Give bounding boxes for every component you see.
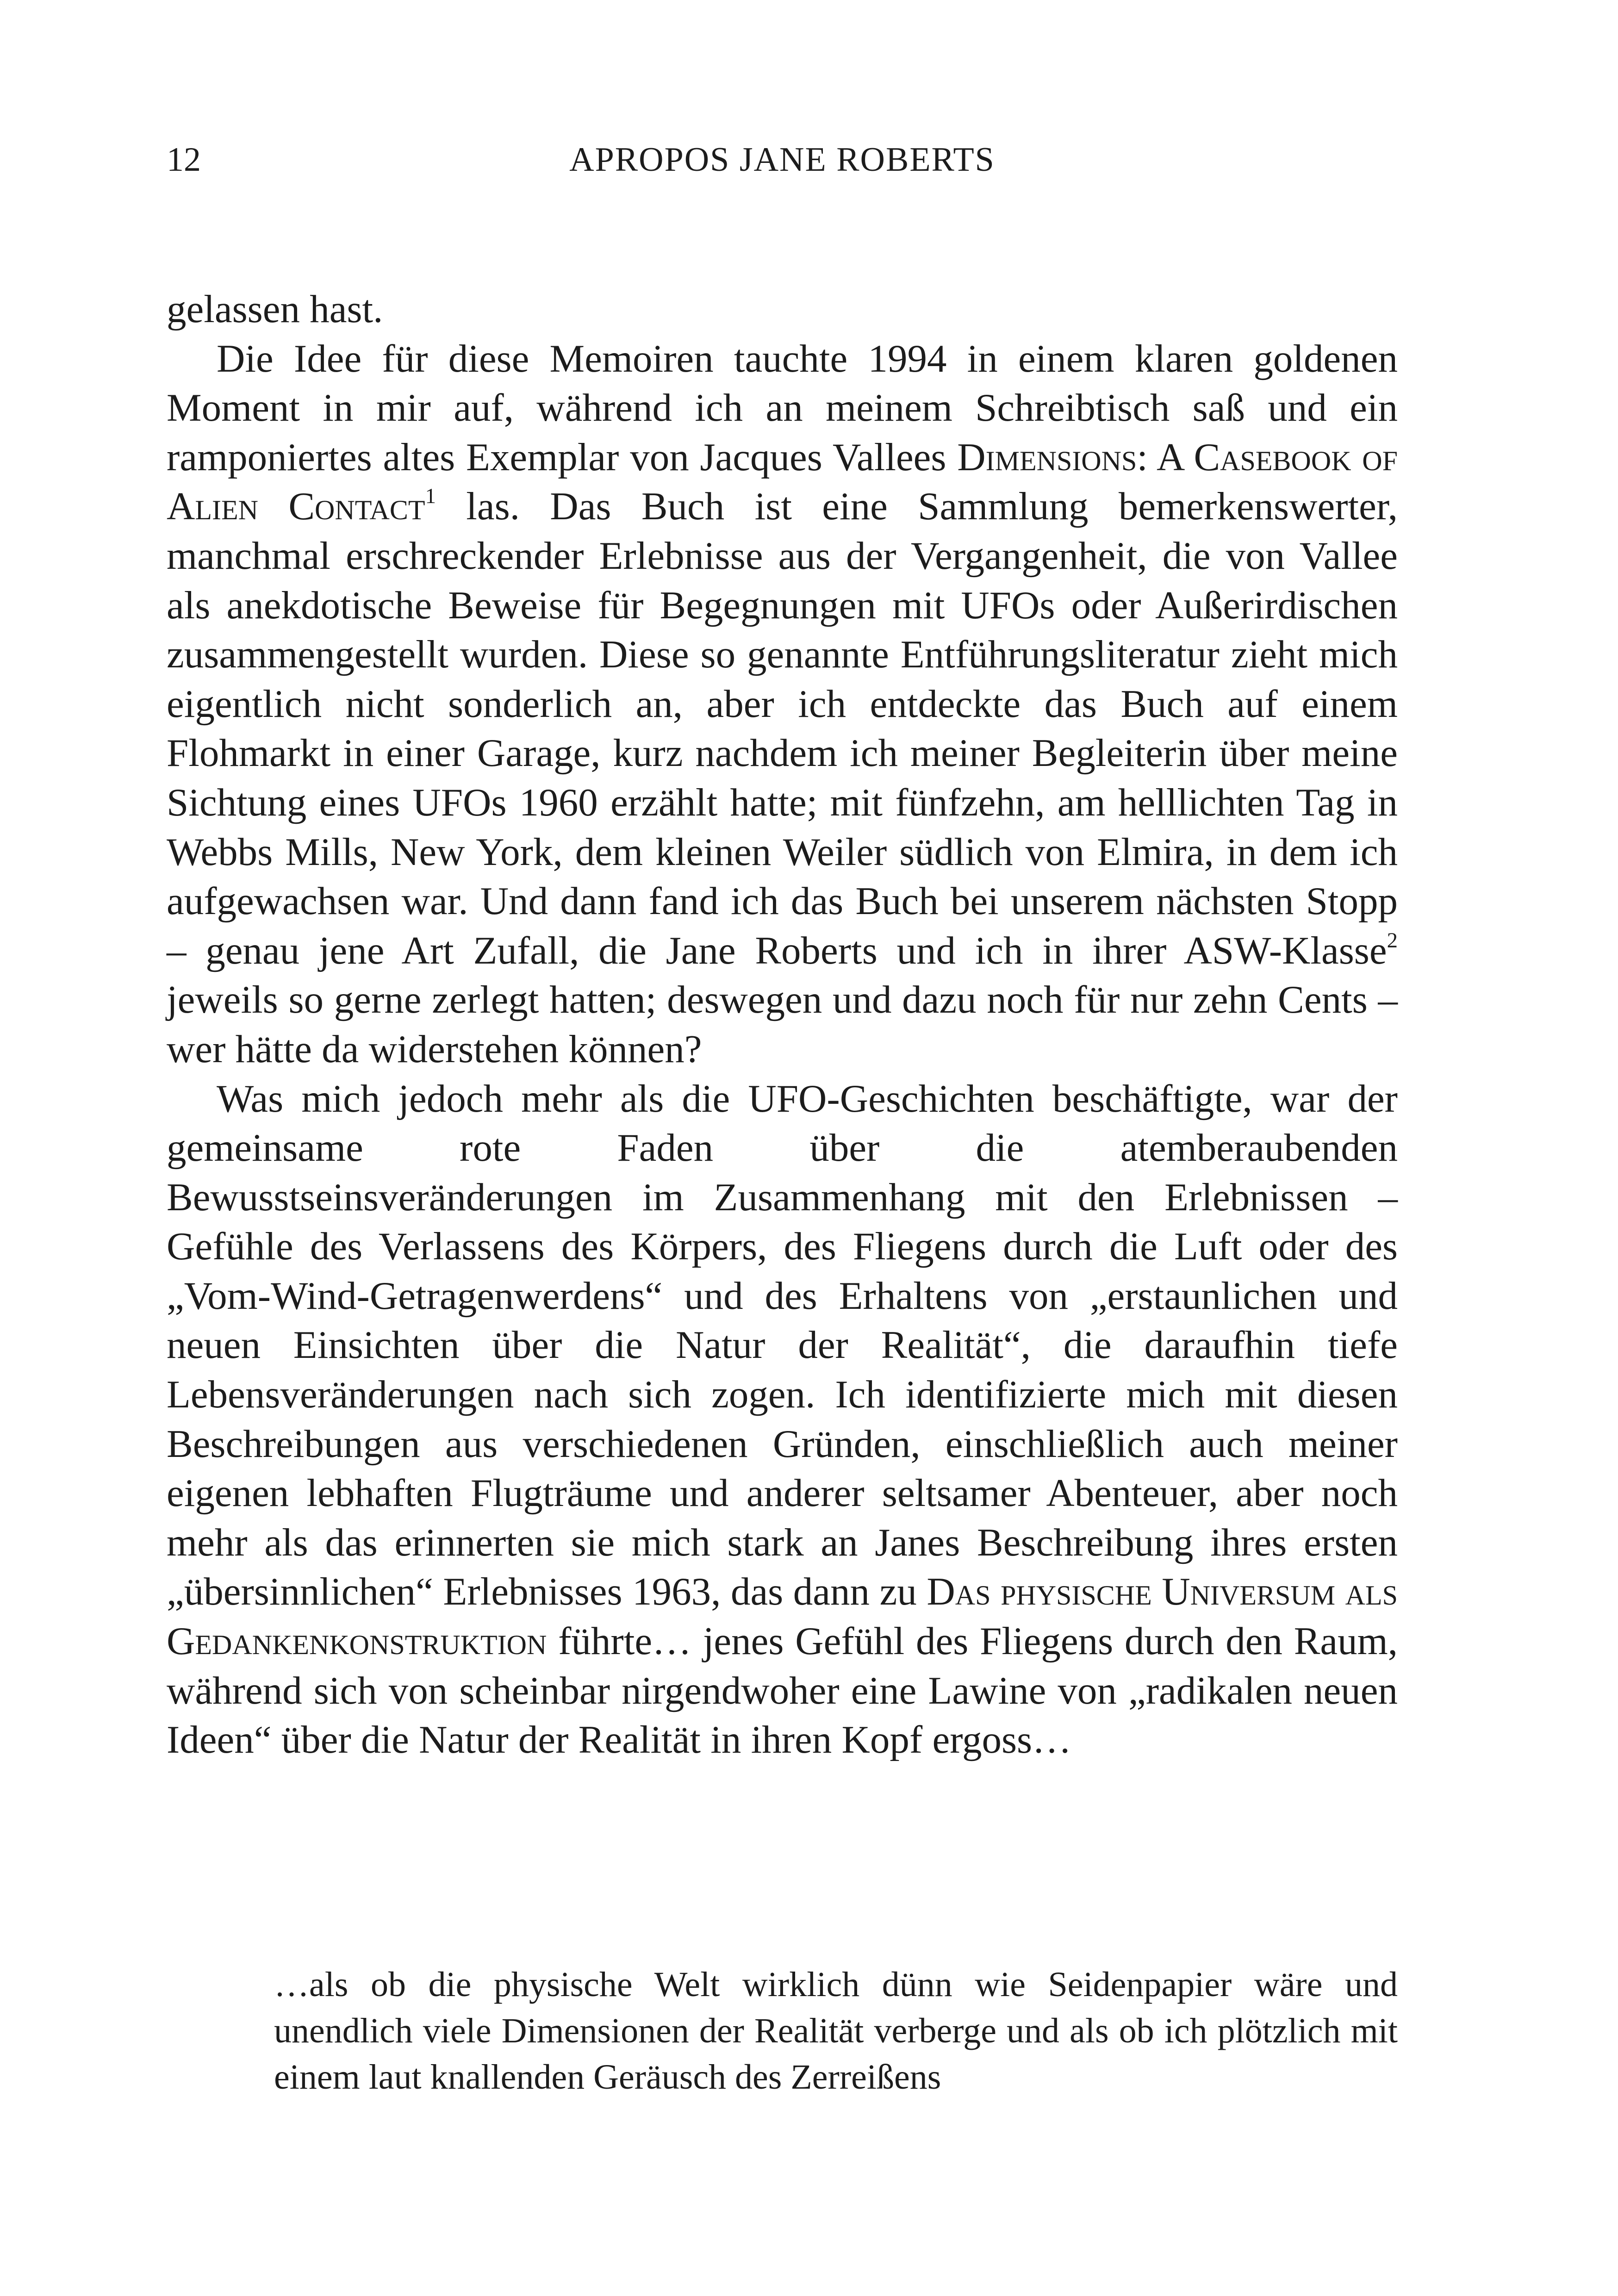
block-quote [274,1961,1398,2100]
book-title-physical-universe: Das physische Universum als Gedankenkonstruktion [167,1570,1398,1663]
footnote-ref-1: 1 [425,484,436,509]
footnote-ref-2: 2 [1387,928,1398,952]
block-quote-text: …als ob die physische Welt wirklich dünn wie Seidenpapier wäre und unendlich viele Dimensionen der Realität verberge und als ob ich plötzlich mit einem laut knallenden Geräusch des Zerreißens [274,1965,1398,2097]
paragraph-continuation: gelassen hast. [167,287,383,331]
page-number: 12 [167,141,201,179]
book-page [167,0,1398,2296]
paragraph-consciousness: Was mich jedoch mehr als die UFO-Geschichten beschäftigte, war der gemeinsame rote Faden über die atemberaubenden Bewusstseinsveränderungen im Zusammenhang mit den Erlebnissen – Gefühle des Verlassens des Körpers, des Fliegens durch die Luft oder des „Vom-Wind-Getragenwerdens“ und des Erhaltens von „erstaunlichen und neuen Einsichten über die Natur der Realität“, die daraufhin tiefe Lebensveränderungen nach sich zogen. Ich identifizierte mich mit diesen Beschreibungen aus verschiedenen Gründen, einschließlich auch meiner eigenen lebhaften Flugträume und anderer seltsamer Abenteuer, aber noch mehr als das erinnerten sie mich stark an Janes Beschreibung ihres ersten „übersinnlichen“ Erlebnisses 1963, das dann zu Das physische Universum als Gedankenkonstruktion führte… jenes Gefühl des Fliegens durch den Raum, während sich von scheinbar nirgendwoher eine Lawine von „radikalen neuen Ideen“ über die Natur der Realität in ihren Kopf ergoss… [167,1076,1398,1762]
running-title: APROPOS JANE ROBERTS [569,141,995,179]
running-head [167,134,1398,185]
book-title-dimensions: Dimensions: A Casebook of Alien Contact [167,435,1398,529]
paragraph-memoir-origin: Die Idee für diese Memoiren tauchte 1994 in einem klaren goldenen Moment in mir auf, während ich an meinem Schreibtisch saß und ein ramponiertes altes Exemplar von Jacques Vallees Dimensions: A Casebook of Alien Contact$^1$ las. Das Buch ist eine Sammlung bemerkenswerter, manchmal erschreckender Erlebnisse aus der Vergangenheit, die von Vallee als anekdotische Beweise für Begegnungen mit UFOs oder Außerirdischen zusammengestellt wurden. Diese so genannte Entführungsliteratur zieht mich eigentlich nicht sonderlich an, aber ich entdeckte das Buch auf einem Flohmarkt in einer Garage, kurz nachdem ich meiner Begleiterin über meine Sichtung eines UFOs 1960 erzählt hatte; mit fünfzehn, am helllichten Tag in Webbs Mills, New York, dem kleinen Weiler südlich von Elmira, in dem ich aufgewachsen war. Und dann fand ich das Buch bei unserem nächsten Stopp – genau jene Art Zufall, die Jane Roberts und ich in ihrer ASW-Klasse$^2$ jeweils so gerne zerlegt hatten; deswegen und dazu noch für nur zehn Cents – wer hätte da widerstehen können? [167,336,1398,1071]
body-text [167,285,1398,1765]
